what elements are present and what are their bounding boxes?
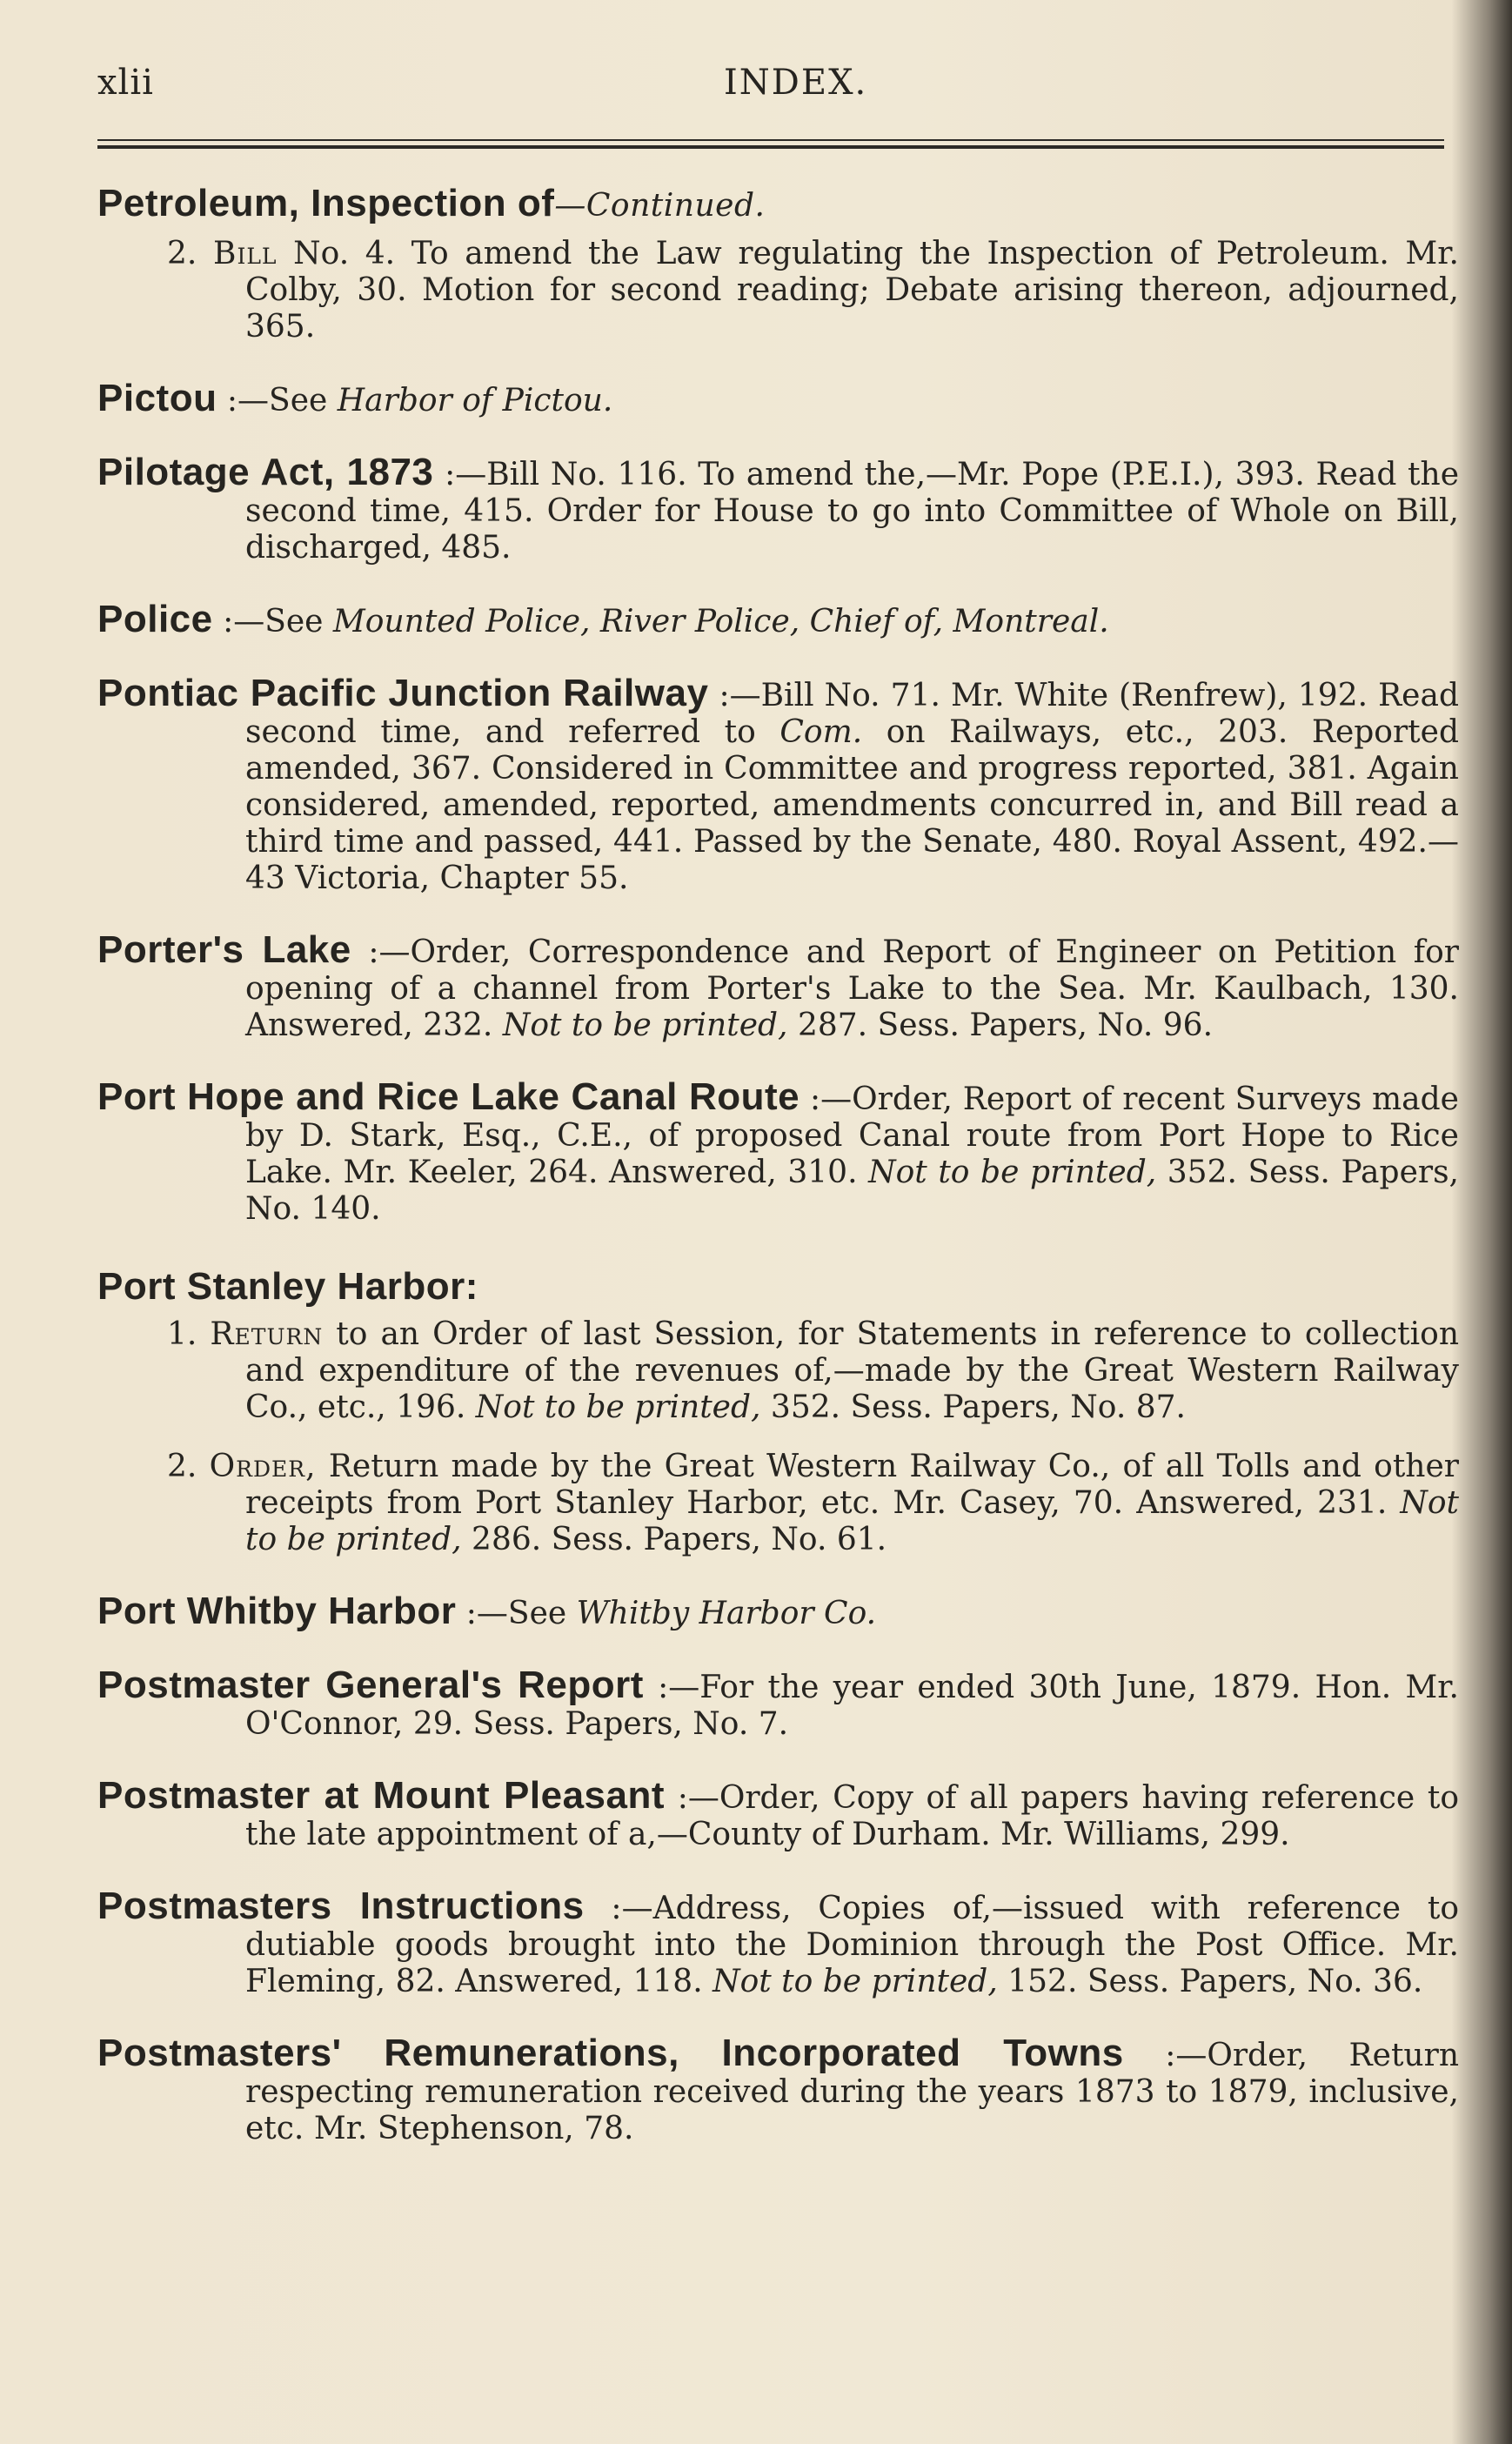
entry-heading: Postmasters' Remunerations, Incorporated Towns bbox=[97, 2032, 1124, 2074]
subitem-number: 2. bbox=[167, 236, 197, 271]
index-entry-port-whitby-harbor bbox=[97, 1590, 1459, 1632]
subitem-text-continued: 286. Sess. Papers, No. 61. bbox=[461, 1522, 887, 1557]
index-entry-police bbox=[97, 598, 1459, 640]
entry-italic: Not to be printed, bbox=[868, 1155, 1157, 1190]
entry-italic: Whitby Harbor Co. bbox=[576, 1596, 877, 1631]
entry-heading: Port Stanley Harbor bbox=[97, 1265, 465, 1308]
index-entry-petroleum bbox=[97, 179, 1459, 345]
index-entry-postmasters-remunerations bbox=[97, 2032, 1460, 2147]
entry-subitem bbox=[97, 1316, 1459, 1426]
entry-heading-suffix: : bbox=[465, 1265, 478, 1308]
index-entry-port-stanley-harbor bbox=[97, 1262, 1459, 1558]
subitem-lead: Bill bbox=[212, 236, 278, 271]
subitem-text: No. 4. To amend the Law regulating the Inspection of Petroleum. Mr. Colby, 30. Motion for second reading; Debate arising thereon, adjourned, 365. bbox=[245, 236, 1459, 345]
subitem-text: Return made by the Great Western Railway Co., of all Tolls and other receipts from Port Stanley Harbor, etc. Mr. Casey, 70. Answered, 231. bbox=[245, 1449, 1459, 1521]
entry-heading: Porter's Lake bbox=[97, 928, 351, 971]
entry-text-continued: 152. Sess. Papers, No. 36. bbox=[997, 1964, 1423, 1999]
entry-heading: Postmaster at Mount Pleasant bbox=[97, 1774, 666, 1817]
entry-italic: Com. bbox=[779, 714, 863, 750]
entry-heading: Port Hope and Rice Lake Canal Route bbox=[97, 1075, 800, 1118]
entry-text: :—For the year ended 30th June, 1879. Hon. Mr. O'Connor, 29. Sess. Papers, No. 7. bbox=[245, 1670, 1459, 1742]
page-number: xlii bbox=[97, 63, 154, 103]
subitem-lead: Return bbox=[210, 1316, 324, 1352]
running-head: INDEX. bbox=[724, 63, 868, 103]
entry-text: :—See bbox=[217, 383, 338, 418]
entry-subitem bbox=[97, 1449, 1459, 1558]
entry-subitem bbox=[97, 236, 1459, 345]
header-rule bbox=[97, 139, 1444, 151]
subitem-italic: Not to be printed, bbox=[245, 1485, 1459, 1557]
entry-heading: Pilotage Act, 1873 bbox=[97, 451, 434, 493]
index-entry-porters-lake bbox=[97, 928, 1459, 1044]
subitem-lead: Order, bbox=[209, 1449, 317, 1484]
entry-heading: Pictou bbox=[97, 377, 217, 419]
entry-text: :—See bbox=[212, 604, 333, 639]
entry-text: :—Bill No. 116. To amend the,—Mr. Pope (P.E.I.), 393. Read the second time, 415. Order for House to go into Committee of Whole on Bill, discharged, 485. bbox=[245, 457, 1459, 566]
entry-text: :—Order, Copy of all papers having reference to the late appointment of a,—County of Durham. Mr. Williams, 299. bbox=[245, 1780, 1460, 1852]
entry-heading: Postmasters Instructions bbox=[97, 1885, 585, 1927]
entry-text: :—Order, Report of recent Surveys made by D. Stark, Esq., C.E., of proposed Canal route from Port Hope to Rice Lake. Mr. Keeler, 264. Answered, 310. bbox=[245, 1081, 1459, 1190]
index-entry-pontiac-railway bbox=[97, 672, 1459, 897]
entry-italic: Not to be printed, bbox=[502, 1008, 788, 1043]
entry-heading: Pontiac Pacific Junction Railway bbox=[97, 672, 709, 714]
entry-text-continued: on Railways, etc., 203. Reported amended, 367. Considered in Committee and progress reported, 381. Again considered, amended, reported, amendments concurred in, and Bill read a third time and passed, 441. Passed by the Senate, 480. Royal Assent, 492.—43 Victoria, Chapter 55. bbox=[245, 714, 1459, 896]
entry-heading: Postmaster General's Report bbox=[97, 1664, 644, 1706]
subitem-italic: Not to be printed, bbox=[475, 1389, 761, 1425]
entry-text: :—Order, Return respecting remuneration received during the years 1873 to 1879, inclusive, etc. Mr. Stephenson, 78. bbox=[245, 2038, 1460, 2146]
entry-italic: Harbor of Pictou. bbox=[337, 383, 613, 418]
index-entry-postmaster-general-report bbox=[97, 1664, 1459, 1743]
index-entry-pilotage-act bbox=[97, 451, 1459, 566]
entry-text: :—See bbox=[456, 1596, 577, 1631]
entry-text: :—Order, Correspondence and Report of Engineer on Petition for opening of a channel from Porter's Lake to the Sea. Mr. Kaulbach, 130. Answered, 232. bbox=[245, 934, 1459, 1043]
entry-heading-suffix: —Continued. bbox=[554, 188, 766, 224]
entry-text: :—Bill No. 71. Mr. White (Renfrew), 192. Read second time, and referred to bbox=[245, 678, 1459, 750]
subitem-text: to an Order of last Session, for Statements in reference to collection and expenditure of the revenues of,—made by the Great Western Railway Co., etc., 196. bbox=[245, 1316, 1459, 1425]
entry-italic: Not to be printed, bbox=[713, 1964, 998, 1999]
index-entry-port-hope-canal bbox=[97, 1075, 1460, 1228]
entry-text-continued: 352. Sess. Papers, No. 140. bbox=[245, 1155, 1460, 1227]
index-entry-postmasters-instructions bbox=[97, 1885, 1459, 2000]
entry-heading: Petroleum, Inspection of bbox=[97, 182, 555, 224]
index-entry-pictou bbox=[97, 377, 1459, 419]
index-entry-postmaster-mount-pleasant bbox=[97, 1774, 1460, 1853]
subitem-number: 1. bbox=[167, 1316, 197, 1352]
entry-heading: Police bbox=[97, 598, 213, 640]
entry-heading: Port Whitby Harbor bbox=[97, 1590, 457, 1632]
entry-italic: Mounted Police, River Police, Chief of, Montreal. bbox=[332, 604, 1109, 639]
entry-text: :—Address, Copies of,—issued with reference to dutiable goods brought into the Dominion through the Post Office. Mr. Fleming, 82. Answered, 118. bbox=[245, 1891, 1459, 1999]
page-header bbox=[97, 54, 1444, 106]
subitem-text-continued: 352. Sess. Papers, No. 87. bbox=[760, 1389, 1186, 1425]
index-entries bbox=[97, 179, 1459, 2182]
entry-text-continued: 287. Sess. Papers, No. 96. bbox=[787, 1008, 1214, 1043]
subitem-number: 2. bbox=[167, 1449, 197, 1484]
